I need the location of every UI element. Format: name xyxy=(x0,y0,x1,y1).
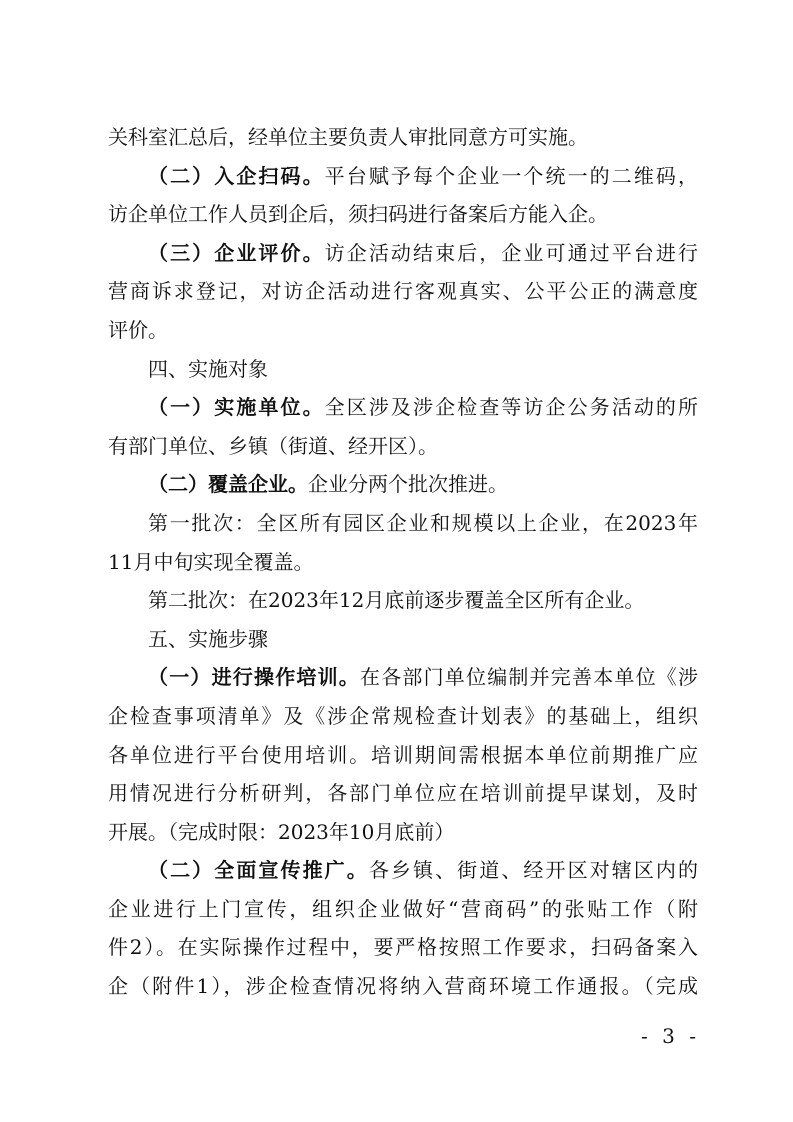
section-heading: （一）实施单位。 xyxy=(148,395,325,420)
section-text: 在各部门单位编制并完善本单位《涉 xyxy=(360,665,698,690)
section-text: 企业分两个批次推进。 xyxy=(308,472,508,497)
body-line: 访企单位工作人员到企后，须扫码进行备案后方能入企。 xyxy=(108,202,608,227)
section-heading: （二）覆盖企业。 xyxy=(148,472,308,497)
body-line: 各单位进行平台使用培训。培训期间需根据本单位前期推广应 xyxy=(108,742,698,767)
body-line: 11月中旬实现全覆盖。 xyxy=(108,549,314,574)
body-line: 第二批次：在2023年12月底前逐步覆盖全区所有企业。 xyxy=(148,588,645,613)
section-paragraph xyxy=(108,234,698,273)
section-heading: （一）进行操作培训。 xyxy=(148,665,360,690)
body-line: 件2）。在实际操作过程中，要严格按照工作要求，扫码备案入 xyxy=(108,935,698,960)
body-line: 企业进行上门宣传，组织企业做好“营商码”的张贴工作（附 xyxy=(108,896,698,921)
body-line: 第一批次：全区所有园区企业和规模以上企业，在2023年 xyxy=(148,510,698,535)
section-paragraph xyxy=(108,851,698,890)
section-paragraph xyxy=(108,658,698,697)
body-line: 企（附件1），涉企检查情况将纳入营商环境工作通报。（完成 xyxy=(108,974,698,999)
chapter-heading: 四、实施对象 xyxy=(148,356,268,381)
body-line: 有部门单位、乡镇（街道、经开区）。 xyxy=(108,433,438,458)
body-line: 用情况进行分析研判，各部门单位应在培训前提早谋划，及时 xyxy=(108,781,698,806)
section-heading: （三）企业评价。 xyxy=(148,240,325,265)
section-paragraph xyxy=(108,465,698,504)
body-line: 营商诉求登记，对访企活动进行客观真实、公平公正的满意度 xyxy=(108,279,698,304)
section-heading: （二）全面宣传推广。 xyxy=(148,858,369,883)
section-paragraph xyxy=(108,388,698,427)
chapter-heading: 五、实施步骤 xyxy=(148,626,268,651)
section-text: 全区涉及涉企检查等访企公务活动的所 xyxy=(324,395,698,420)
section-paragraph xyxy=(108,157,698,196)
body-line: 企检查事项清单》及《涉企常规检查计划表》的基础上，组织 xyxy=(108,703,698,728)
body-line: 关科室汇总后，经单位主要负责人审批同意方可实施。 xyxy=(108,125,588,149)
section-text: 访企活动结束后，企业可通过平台进行 xyxy=(324,240,698,265)
section-heading: （二）入企扫码。 xyxy=(148,163,325,188)
page-number: - 3 - xyxy=(641,1024,700,1048)
body-line: 开展。（完成时限：2023年10月底前） xyxy=(108,819,455,844)
body-line: 评价。 xyxy=(108,317,168,342)
section-text: 平台赋予每个企业一个统一的二维码， xyxy=(324,163,698,188)
section-text: 各乡镇、街道、经开区对辖区内的 xyxy=(368,858,698,883)
document-body xyxy=(108,118,698,1006)
